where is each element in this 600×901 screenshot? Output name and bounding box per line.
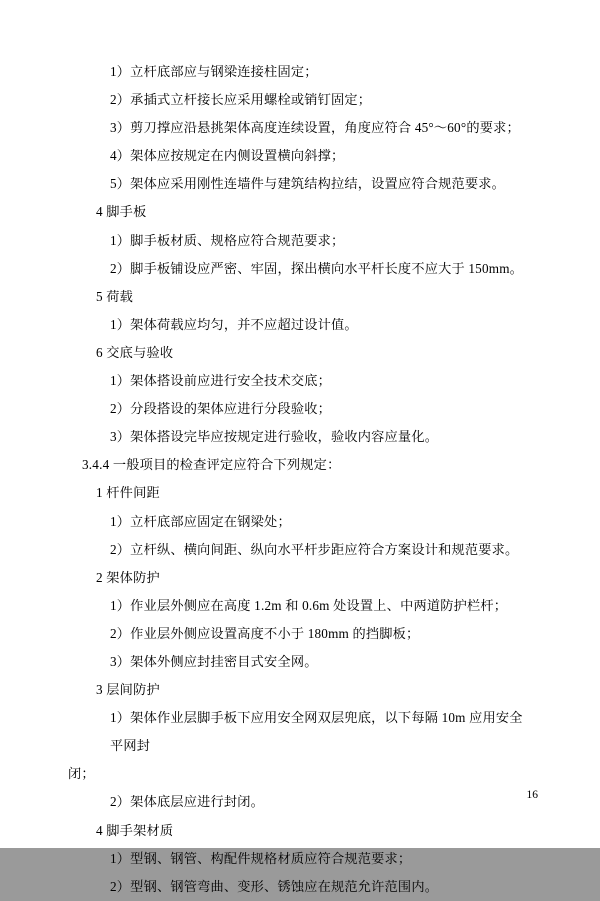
document-line: 闭； xyxy=(68,766,95,782)
document-line: 2）型钢、钢管弯曲、变形、锈蚀应在规范允许范围内。 xyxy=(110,878,439,894)
document-line: 2）架体底层应进行封闭。 xyxy=(110,794,265,810)
document-line: 1）立杆底部应与钢梁连接柱固定； xyxy=(110,64,318,79)
document-line: 3）架体搭设完毕应按规定进行验收，验收内容应量化。 xyxy=(110,429,439,445)
document-line: 1）脚手板材质、规格应符合规范要求； xyxy=(110,232,345,248)
document-line: 3）剪刀撑应沿悬挑架体高度连续设置，角度应符合 45°～60°的要求； xyxy=(110,120,520,136)
document-line: 1）作业层外侧应在高度 1.2m 和 0.6m 处设置上、中两道防护栏杆； xyxy=(110,597,508,613)
document-heading: 4 脚手板 xyxy=(96,204,147,220)
document-line: 1）架体搭设前应进行安全技术交底； xyxy=(110,373,331,389)
document-line: 3）架体外侧应封挂密目式安全网。 xyxy=(110,653,318,669)
document-line: 2）承插式立杆接长应采用螺栓或销钉固定； xyxy=(110,92,372,108)
document-heading: 1 杆件间距 xyxy=(96,485,160,501)
document-section-heading: 3.4.4 一般项目的检查评定应符合下列规定： xyxy=(82,457,341,473)
document-heading: 4 脚手架材质 xyxy=(96,822,174,838)
document-line: 4）架体应按规定在内侧设置横向斜撑； xyxy=(110,148,345,164)
document-line: 1）型钢、钢管、构配件规格材质应符合规范要求； xyxy=(110,850,412,866)
document-line: 5）架体应采用刚性连墙件与建筑结构拉结，设置应符合规范要求。 xyxy=(110,176,506,192)
document-line: 1）架体作业层脚手板下应用安全网双层兜底，以下每隔 10m 应用安全平网封 xyxy=(110,710,523,754)
document-line: 1）架体荷载应均匀，并不应超过设计值。 xyxy=(110,316,358,332)
document-line: 2）分段搭设的架体应进行分段验收； xyxy=(110,401,331,417)
document-heading: 6 交底与验收 xyxy=(96,344,174,360)
document-heading: 2 架体防护 xyxy=(96,569,160,585)
document-line: 2）脚手板铺设应严密、牢固，探出横向水平杆长度不应大于 150mm。 xyxy=(110,260,524,276)
document-heading: 3 层间防护 xyxy=(96,682,160,698)
document-line: 2）立杆纵、横向间距、纵向水平杆步距应符合方案设计和规范要求。 xyxy=(110,541,519,557)
document-line: 2）作业层外侧应设置高度不小于 180mm 的挡脚板； xyxy=(110,625,420,641)
document-heading: 5 荷载 xyxy=(96,288,134,304)
page-number: 16 xyxy=(526,789,538,801)
document-line: 1）立杆底部应固定在钢梁处； xyxy=(110,513,291,529)
